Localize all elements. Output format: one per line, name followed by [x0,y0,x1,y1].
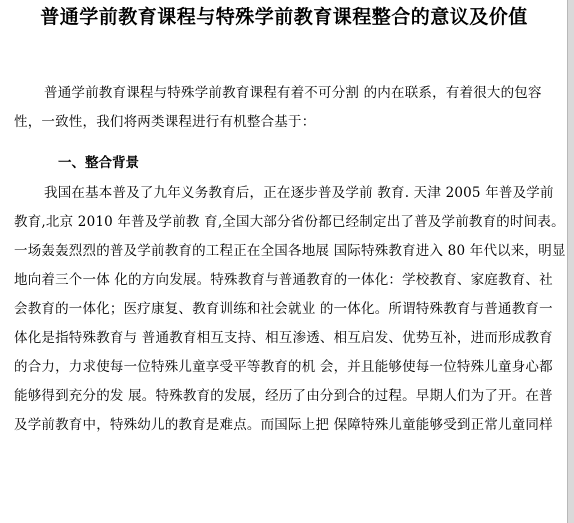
document-title: 普通学前教育课程与特殊学前教育课程整合的意议及价值 [40,6,528,28]
paragraph-line: 一场轰轰烈烈的普及学前教育的工程正在全国各地展 国际特殊教育进入 80 年代以来，明显 [14,243,566,259]
paragraph-line: 我国在基本普及了九年义务教育后，正在逐步普及学前 教育. 天津 2005 年普及学前 [44,185,554,201]
paragraph-line: 能够得到充分的发 展。特殊教育的发展，经历了由分到合的过程。早期人们为了开。在普 [14,388,553,404]
paragraph-line: 体化是指特殊教育与 普通教育相互支持、相互渗透、相互启发、优势互补，进而形成教育 [14,330,553,346]
paragraph-line: 教育,北京 2010 年普及学前教 育,全国大部分省份都已经制定出了普及学前教育的时间表。 [14,214,565,230]
paragraph-line: 会教育的一体化；医疗康复、教育训练和社会就业 的一体化。所谓特殊教育与普通教育一 [14,301,553,317]
paragraph-line: 普通学前教育课程与特殊学前教育课程有着不可分割 的内在联系，有着很大的包容 [44,85,542,101]
window-edge [567,0,574,523]
intro-paragraph [14,79,568,137]
paragraph-line: 的合力，力求使每一位特殊儿童享受平等教育的机 会，并且能够使每一位特殊儿童身心都 [14,359,553,375]
paragraph-line: 地向着三个一体 化的方向发展。特殊教育与普通教育的一体化：学校教育、家庭教育、社 [14,272,553,288]
paragraph-line: 及学前教育中，特殊幼儿的教育是难点。而国际上把 保障特殊儿童能够受到正常儿童同样 [14,417,553,433]
section-heading: 一、整合背景 [58,155,139,171]
body-paragraph [14,179,568,440]
paragraph-line: 性，一致性，我们将两类课程进行有机整合基于： [14,114,316,130]
